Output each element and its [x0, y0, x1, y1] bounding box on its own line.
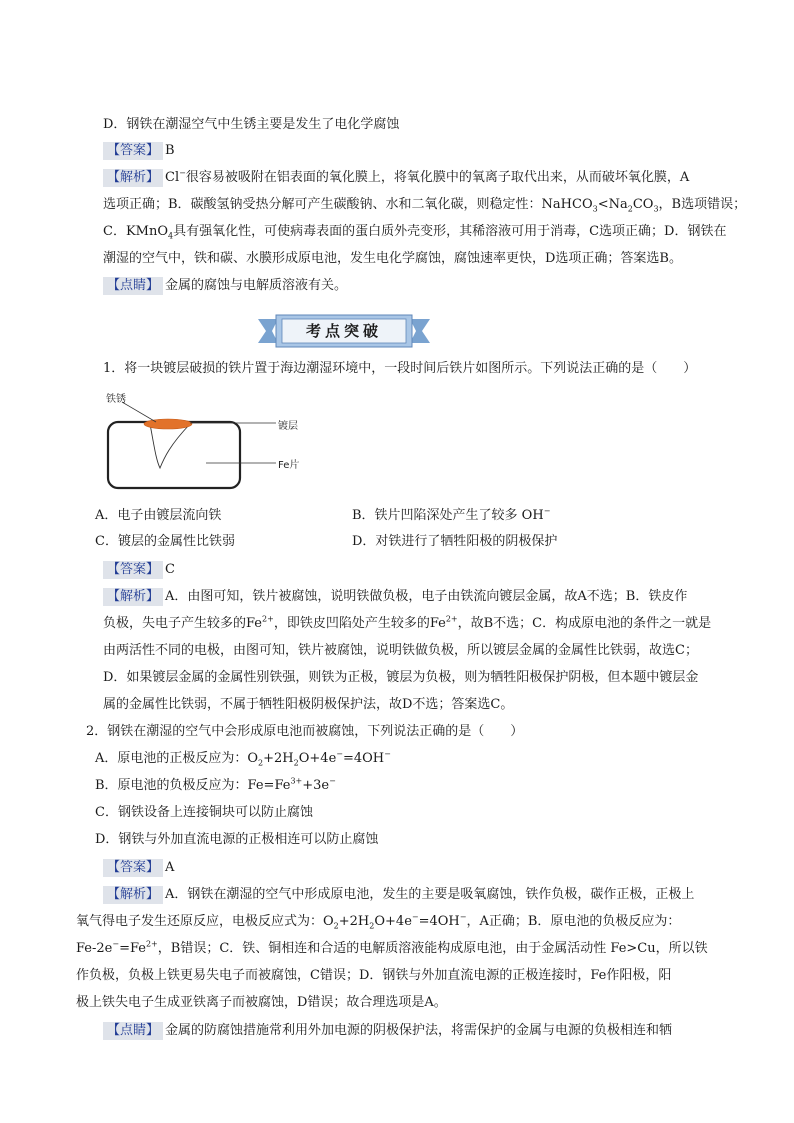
- text-span: =Fe: [119, 941, 146, 956]
- text-span: +2H: [263, 751, 294, 766]
- text-span: =4OH: [418, 914, 460, 929]
- tip-tag: 【点睛】: [103, 1022, 163, 1040]
- q1-option-a: [95, 507, 221, 525]
- text-span: ，B选项错误；: [658, 197, 747, 212]
- text-span: Cl: [165, 170, 180, 185]
- question-text: 1．将一块镀层破损的铁片置于海边潮湿环境中，一段时间后铁片如图所示。下列说法正确的是（ ）: [103, 361, 697, 376]
- text-span: O+4e: [298, 751, 337, 766]
- q1-option-b: [352, 507, 550, 525]
- explanation-2-line-1: [103, 886, 694, 904]
- explanation-1-line-2: [103, 615, 711, 633]
- banner-title: 考点突破: [305, 322, 382, 340]
- subscript: 3: [653, 204, 659, 214]
- coating-label: 镀层: [278, 421, 298, 432]
- option-text: C．钢铁设备上连接铜块可以防止腐蚀: [95, 805, 313, 820]
- text-span: +3e: [302, 778, 330, 793]
- text-span: 很容易被吸附在铝表面的氧化膜上，将氧化膜中的氧离子取代出来，从而破坏氧化膜，A: [185, 170, 690, 185]
- iron-plate-figure: [100, 390, 310, 498]
- answer-tag: 【答案】: [103, 859, 163, 877]
- iron-plate-diagram: [100, 390, 310, 498]
- explanation-tag: 【解析】: [103, 169, 163, 187]
- tip-2: [103, 1022, 672, 1040]
- text-span: <Na: [597, 197, 628, 212]
- subscript: 2: [369, 921, 375, 931]
- answer-value: C: [165, 562, 175, 577]
- subscript: 3: [592, 204, 598, 214]
- superscript: 2+: [262, 614, 274, 624]
- option-text: D．钢铁与外加直流电源的正极相连可以防止腐蚀: [95, 832, 379, 847]
- answer-value: B: [165, 143, 175, 158]
- superscript: −: [336, 749, 343, 759]
- superscript: −: [329, 776, 336, 786]
- answer-tag: 【答案】: [103, 142, 163, 160]
- answer-tag: 【答案】: [103, 561, 163, 579]
- explanation-tag: 【解析】: [103, 886, 163, 904]
- superscript: −: [384, 749, 391, 759]
- option-text: D．对铁进行了牺牲阳极的阴极保护: [352, 534, 558, 549]
- text-span: ，故B不选；C．构成原电池的条件之一就是: [457, 616, 712, 631]
- superscript: −: [459, 912, 467, 922]
- explanation-0-line-4: [103, 250, 682, 268]
- text-span: 负极，失电子产生较多的Fe: [103, 616, 263, 631]
- text-span: ，B错误；C．铁、铜相连和合适的电解质溶液能构成原电池，由于金属活动性 Fe>Cu，所以铁: [157, 941, 708, 956]
- text-span: =4OH: [342, 751, 385, 766]
- explanation-2-line-2: [76, 913, 680, 931]
- text-span: O+4e: [374, 914, 412, 929]
- question-text: 2．钢铁在潮湿的空气中会形成原电池而被腐蚀，下列说法正确的是（ ）: [86, 724, 524, 739]
- q2-option-b: [95, 777, 336, 795]
- text-span: D．如果镀层金属的金属性别铁强，则铁为正极，镀层为负极，则为牺牲阳极保护阴极，但本题中镀层金: [103, 670, 699, 685]
- question-2: [86, 723, 523, 741]
- tip-text: 金属的腐蚀与电解质溶液有关。: [165, 278, 348, 293]
- text-span: 氧气得电子发生还原反应，电极反应式为：O: [76, 914, 334, 929]
- text-span: 作负极，负极上铁更易失电子而被腐蚀，C错误；D．钢铁与外加直流电源的正极连接时，Fe作阳极，阳: [76, 968, 672, 983]
- superscript: −: [179, 168, 186, 178]
- text-span: A．由图可知，铁片被腐蚀，说明铁做负极，电子由铁流向镀层金属，故A不选；B．铁皮作: [165, 589, 688, 604]
- option-d-previous: [103, 116, 399, 134]
- subscript: 2: [293, 758, 299, 768]
- text-span: C．KMnO: [103, 224, 169, 239]
- text-span: CO: [632, 197, 654, 212]
- question-1: [103, 360, 696, 378]
- explanation-2-line-5: [76, 994, 447, 1012]
- subscript: 2: [627, 204, 633, 214]
- text-span: ，即铁皮凹陷处产生较多的Fe: [273, 616, 446, 631]
- text-span: 属的金属性比铁弱，不属于牺牲阳极阴极保护法，故D不选；答案选C。: [103, 697, 514, 712]
- explanation-1-line-1: [103, 588, 687, 606]
- rust-label: 铁锈: [106, 394, 126, 405]
- subscript: 2: [333, 921, 339, 931]
- tip-0: [103, 277, 347, 295]
- text-span: +2H: [338, 914, 370, 929]
- answer-0: [103, 142, 175, 160]
- explanation-2-line-4: [76, 967, 671, 985]
- explanation-1-line-4: [103, 669, 698, 687]
- option-text: A．电子由镀层流向铁: [95, 508, 222, 523]
- explanation-1-line-3: [103, 642, 698, 660]
- answer-1: [103, 561, 175, 579]
- section-banner: [258, 313, 430, 349]
- fe-plate-label: Fe片: [278, 460, 300, 471]
- superscript: 3+: [290, 776, 303, 786]
- subscript: 4: [168, 231, 174, 241]
- text-span: 具有强氧化性，可使病毒表面的蛋白质外壳变形，其稀溶液可用于消毒，C选项正确；D．钢铁在: [173, 224, 727, 239]
- text-span: ，A正确；B．原电池的负极反应为：: [466, 914, 681, 929]
- tip-tag: 【点睛】: [103, 277, 163, 295]
- explanation-1-line-5: [103, 696, 513, 714]
- q1-option-d: [352, 533, 557, 551]
- text-span: 潮湿的空气中，铁和碳、水膜形成原电池，发生电化学腐蚀，腐蚀速率更快，D选项正确；答案选B。: [103, 251, 682, 266]
- subscript: 2: [258, 758, 264, 768]
- q2-option-c: [95, 804, 313, 822]
- text-span: 选项正确；B．碳酸氢钠受热分解可产生碳酸钠、水和二氧化碳，则稳定性：NaHCO: [103, 197, 593, 212]
- explanation-0-line-1: [103, 169, 689, 187]
- option-text: D．钢铁在潮湿空气中生锈主要是发生了电化学腐蚀: [103, 117, 400, 132]
- explanation-2-line-3: [76, 940, 708, 958]
- tip-text: 金属的防腐蚀措施常利用外加电源的阴极保护法，将需保护的金属与电源的负极相连和牺: [165, 1023, 673, 1038]
- option-text: B．原电池的负极反应为：Fe=Fe: [95, 778, 291, 793]
- superscript: −: [411, 912, 419, 922]
- superscript: −: [112, 939, 120, 949]
- option-text: C．镀层的金属性比铁弱: [95, 534, 235, 549]
- explanation-0-line-2: [103, 196, 746, 214]
- text-span: Fe-2e: [76, 941, 113, 956]
- answer-2: [103, 859, 174, 877]
- text-span: 由两活性不同的电极，由图可知，铁片被腐蚀，说明铁做负极，所以镀层金属的金属性比铁弱，故选C；: [103, 643, 698, 658]
- text-span: A．钢铁在潮湿的空气中形成原电池，发生的主要是吸氧腐蚀，铁作负极，碳作正极，正极上: [165, 887, 695, 902]
- text-span: 极上铁失电子生成亚铁离子而被腐蚀，D错误；故合理选项是A。: [76, 995, 447, 1010]
- answer-value: A: [165, 860, 175, 875]
- q2-option-a: [95, 750, 391, 768]
- superscript: 2+: [145, 939, 158, 949]
- superscript: 2+: [445, 614, 458, 624]
- q1-option-c: [95, 533, 235, 551]
- option-text: A．原电池的正极反应为：O: [95, 751, 259, 766]
- explanation-tag: 【解析】: [103, 588, 163, 606]
- option-text: B．铁片凹陷深处产生了较多 OH: [352, 508, 544, 523]
- q2-option-d: [95, 831, 378, 849]
- explanation-0-line-3: [103, 223, 726, 241]
- superscript: −: [543, 506, 551, 516]
